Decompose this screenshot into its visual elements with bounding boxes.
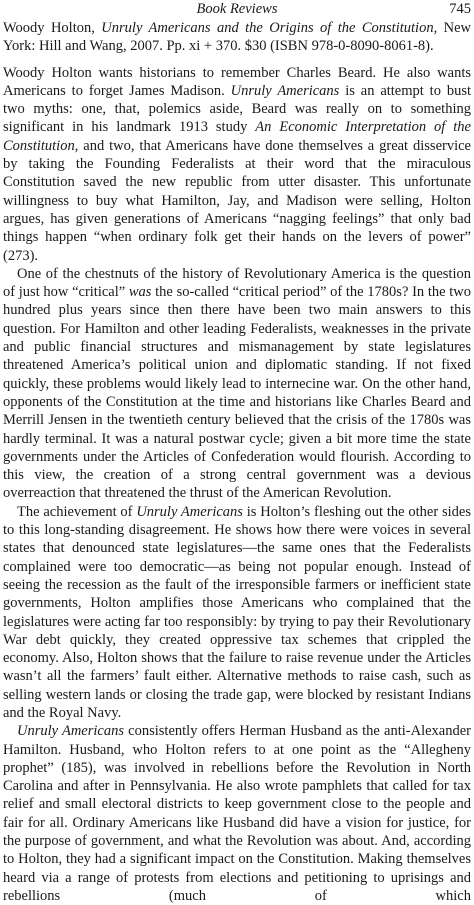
text-run: is Holton’s fleshing out the other sides to this long-standing disagreement. He shows how there were voices in several states that denounced state legislatures—the same ones that the Federalists complained were too democratic—as being not popular enough. Instead of seeing the recession as the fault of the irresponsible farmers or inefficient state governments, Holton amplifies those Americans who complained that the legislatures were acting far too responsibly: by trying to pay their Revolutionary War debt quickly, they created oppressive tax schemes that crippled the economy. Also, Holton shows that the failure to raise revenue under the Articles wasn’t all the farmers’ fault either. Alternative methods to raise cash, such as selling western lands or closing the trade gap, were blocked by resistant Indians and the Royal Navy. [3, 503, 471, 721]
text-run: Woody Holton wants historians to remember Charles Beard. He also wants Americans to forget James Madison. [3, 64, 471, 99]
text-run: and two, that Americans have done themselves a great disservice by taking the Founding Federalists at their word that the miraculous Constitution saved the new republic from utter disaster. This unfortunate willingness to buy what Hamilton, Jay, and Madison were selling, Holton argues, has given generations of Americans “nagging feelings” that only bad things happen “when ordinary folk get their hands on the levers of power” (273). [3, 137, 471, 264]
review-paragraph [3, 722, 471, 905]
text-run: One of the chestnuts of the history of Revolutionary America is the question of just how “critical” [3, 265, 471, 301]
review-body [3, 64, 471, 905]
italic-text: Unruly Americans [230, 82, 340, 99]
review-paragraph [3, 265, 471, 503]
text-run: the so-called “critical period” of the 1780s? In the two hundred plus years since then there have been two main answers to this question. For Hamilton and other leading Federalists, weaknesses in the private and public financial structures and mismanagement by state legislatures threatened America’s political union and diplomatic standing. If not fixed quickly, these problems would likely lead to internecine war. On the other hand, opponents of the Constitution at the time and historians like Charles Beard and Merrill Jensen in the twentieth century believed that the crisis of the 1780s was hardly terminal. It was a natural postwar cycle; given a bit more time the state governments under the Articles of Confederation would flourish. According to this view, the creation of a strong central government was a devious overreaction that threatened the thrust of the American Revolution. [3, 284, 471, 502]
citation-publication: New York: Hill and Wang, 2007. Pp. xi + 370. $30 (ISBN 978-0-8090-8061-8). [3, 20, 472, 55]
book-review-page [3, 0, 472, 904]
citation-title: Unruly Americans and the Origins of the Constitution, [101, 20, 438, 36]
book-citation [3, 19, 471, 56]
citation-author: Woody Holton, [3, 20, 95, 36]
italic-text: An Economic Interpretation of the Constitution, [3, 119, 471, 154]
running-head: Book Reviews [196, 1, 278, 17]
text-run: is an attempt to bust two myths: one, that, polemics aside, Beard was really on to something significant in his landmark 1913 study [3, 82, 471, 136]
text-run: consistently offers Herman Husband as the anti-Alexander Hamilton. Husband, who Holton refers to at one point as the “Allegheny prophet” (185), was involved in rebellions before the Revolution in North Carolina and after in Pennsylvania. He also wrote pamphlets that called for tax relief and small electoral districts to keep government close to the people and fair for all. Ordinary Americans like Husband did have a vision for justice, for the purpose of government, and what the Revolution was about. And, according to Holton, they had a significant impact on the Constitution. Making themselves heard via a range of protests from elections and petitioning to uprisings and rebellions (much of which [3, 723, 471, 904]
page-header [3, 0, 471, 18]
review-paragraph [3, 503, 471, 723]
italic-text: Unruly Americans [17, 723, 124, 740]
italic-text: Unruly Americans [136, 503, 243, 520]
review-paragraph [3, 64, 471, 265]
page-number: 745 [449, 1, 471, 17]
italic-text: was [128, 284, 152, 301]
text-run: The achievement of [17, 503, 137, 520]
